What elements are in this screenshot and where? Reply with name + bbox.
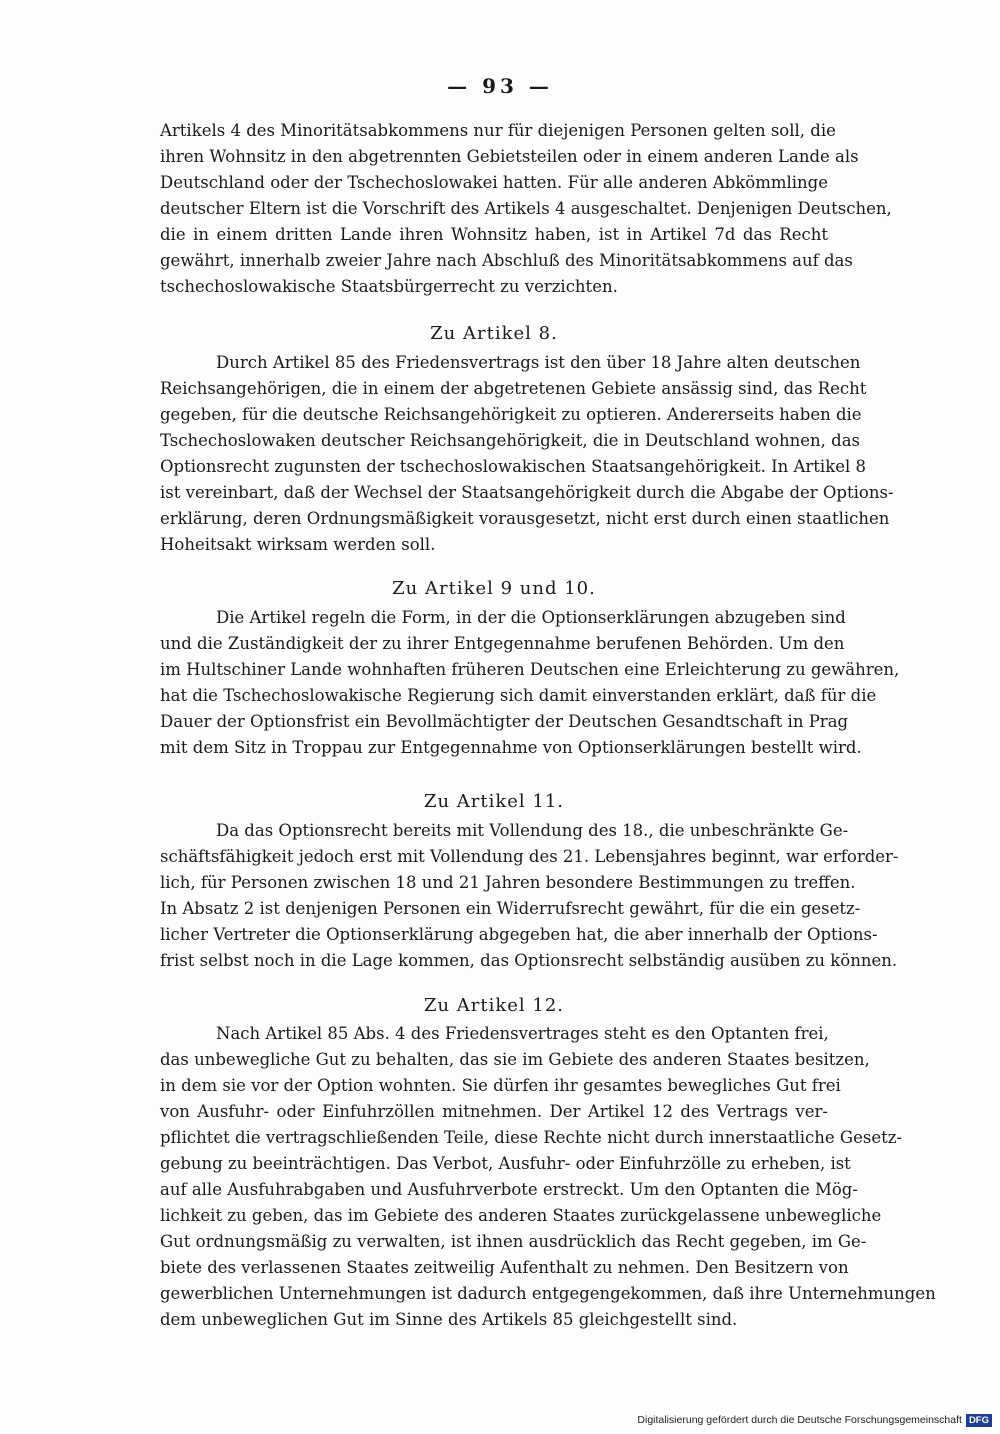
text-line: auf alle Ausfuhrabgaben und Ausfuhrverbote erstreckt. Um den Optanten die Mög- [160, 1180, 858, 1199]
text-line: ist vereinbart, daß der Wechsel der Staatsangehörigkeit durch die Abgabe der Options- [160, 483, 894, 502]
paragraph-continuation [160, 118, 892, 300]
paragraph-artikel-12 [160, 1021, 936, 1333]
dfg-logo: DFG [966, 1414, 992, 1427]
text-line: Deutschland oder der Tschechoslowakei hatten. Für alle anderen Abkömmlinge [160, 173, 828, 192]
text-line: ihren Wohnsitz in den abgetrennten Gebietsteilen oder in einem anderen Lande als [160, 147, 859, 166]
text-line: die in einem dritten Lande ihren Wohnsitz haben, ist in Artikel 7d das Recht [160, 225, 828, 244]
text-line: von Ausfuhr- oder Einfuhrzöllen mitnehmen. Der Artikel 12 des Vertrags ver- [160, 1102, 828, 1121]
text-line: Reichsangehörigen, die in einem der abgetretenen Gebiete ansässig sind, das Recht [160, 379, 867, 398]
text-line: biete des verlassenen Staates zeitweilig Aufenthalt zu nehmen. Den Besitzern von [160, 1258, 849, 1277]
text-line: gewährt, innerhalb zweier Jahre nach Abschluß des Minoritätsabkommens auf das [160, 251, 853, 270]
paragraph-artikel-11 [160, 818, 899, 974]
digitization-credit [637, 1413, 992, 1427]
page-number: — 93 — [447, 74, 553, 98]
text-line: hat die Tschechoslowakische Regierung sich damit einverstanden erklärt, daß für die [160, 686, 877, 705]
text-line: Tschechoslowaken deutscher Reichsangehörigkeit, die in Deutschland wohnen, das [160, 431, 861, 450]
text-line: Die Artikel regeln die Form, in der die Optionserklärungen abzugeben sind [216, 608, 846, 627]
text-line: erklärung, deren Ordnungsmäßigkeit vorausgesetzt, nicht erst durch einen staatlichen [160, 509, 890, 528]
section-heading-artikel-12: Zu Artikel 12. [423, 995, 565, 1016]
text-line: lich, für Personen zwischen 18 und 21 Jahren besondere Bestimmungen zu treffen. [160, 873, 856, 892]
paragraph-artikel-8 [160, 350, 894, 558]
paragraph-artikel-9-und-10 [160, 605, 900, 761]
text-line: deutscher Eltern ist die Vorschrift des Artikels 4 ausgeschaltet. Denjenigen Deutschen, [160, 199, 892, 218]
text-line: Optionsrecht zugunsten der tschechoslowakischen Staatsangehörigkeit. In Artikel 8 [160, 457, 866, 476]
text-line: Gut ordnungsmäßig zu verwalten, ist ihnen ausdrücklich das Recht gegeben, im Ge- [160, 1232, 867, 1251]
text-line: Da das Optionsrecht bereits mit Vollendung des 18., die unbeschränkte Ge- [216, 821, 849, 840]
text-line: schäftsfähigkeit jedoch erst mit Vollendung des 21. Lebensjahres beginnt, war erforder- [160, 847, 899, 866]
text-line: pflichtet die vertragschließenden Teile, diese Rechte nicht durch innerstaatliche Gesetz- [160, 1128, 902, 1147]
text-line: im Hultschiner Lande wohnhaften früheren Deutschen eine Erleichterung zu gewähren, [160, 660, 900, 679]
section-heading-artikel-9-und-10: Zu Artikel 9 und 10. [392, 578, 596, 599]
credit-text: Digitalisierung gefördert durch die Deutsche Forschungsgemeinschaft [637, 1414, 962, 1426]
text-line: in dem sie vor der Option wohnten. Sie dürfen ihr gesamtes bewegliches Gut frei [160, 1076, 841, 1095]
text-line: dem unbeweglichen Gut im Sinne des Artikels 85 gleichgestellt sind. [160, 1310, 738, 1329]
section-heading-artikel-8: Zu Artikel 8. [430, 323, 558, 344]
text-line: Durch Artikel 85 des Friedensvertrags ist den über 18 Jahre alten deutschen [216, 353, 861, 372]
section-heading-artikel-11: Zu Artikel 11. [423, 791, 565, 812]
text-line: In Absatz 2 ist denjenigen Personen ein Widerrufsrecht gewährt, für die ein gesetz- [160, 899, 861, 918]
text-line: Artikels 4 des Minoritätsabkommens nur für diejenigen Personen gelten soll, die [160, 121, 836, 140]
text-line: gebung zu beeinträchtigen. Das Verbot, Ausfuhr- oder Einfuhrzölle zu erheben, ist [160, 1154, 851, 1173]
text-line: gegeben, für die deutsche Reichsangehörigkeit zu optieren. Andererseits haben die [160, 405, 862, 424]
text-line: licher Vertreter die Optionserklärung abgegeben hat, die aber innerhalb der Options- [160, 925, 878, 944]
text-line: Nach Artikel 85 Abs. 4 des Friedensvertrages steht es den Optanten frei, [216, 1024, 829, 1043]
text-line: Dauer der Optionsfrist ein Bevollmächtigter der Deutschen Gesandtschaft in Prag [160, 712, 849, 731]
text-line: mit dem Sitz in Troppau zur Entgegennahme von Optionserklärungen bestellt wird. [160, 738, 862, 757]
text-line: und die Zuständigkeit der zu ihrer Entgegennahme berufenen Behörden. Um den [160, 634, 845, 653]
text-line: gewerblichen Unternehmungen ist dadurch entgegengekommen, daß ihre Unternehmungen [160, 1284, 936, 1303]
text-line: frist selbst noch in die Lage kommen, das Optionsrecht selbständig ausüben zu können. [160, 951, 898, 970]
text-line: das unbewegliche Gut zu behalten, das sie im Gebiete des anderen Staates besitzen, [160, 1050, 870, 1069]
text-line: tschechoslowakische Staatsbürgerrecht zu verzichten. [160, 277, 618, 296]
text-line: Hoheitsakt wirksam werden soll. [160, 535, 436, 554]
text-line: lichkeit zu geben, das im Gebiete des anderen Staates zurückgelassene unbewegliche [160, 1206, 882, 1225]
